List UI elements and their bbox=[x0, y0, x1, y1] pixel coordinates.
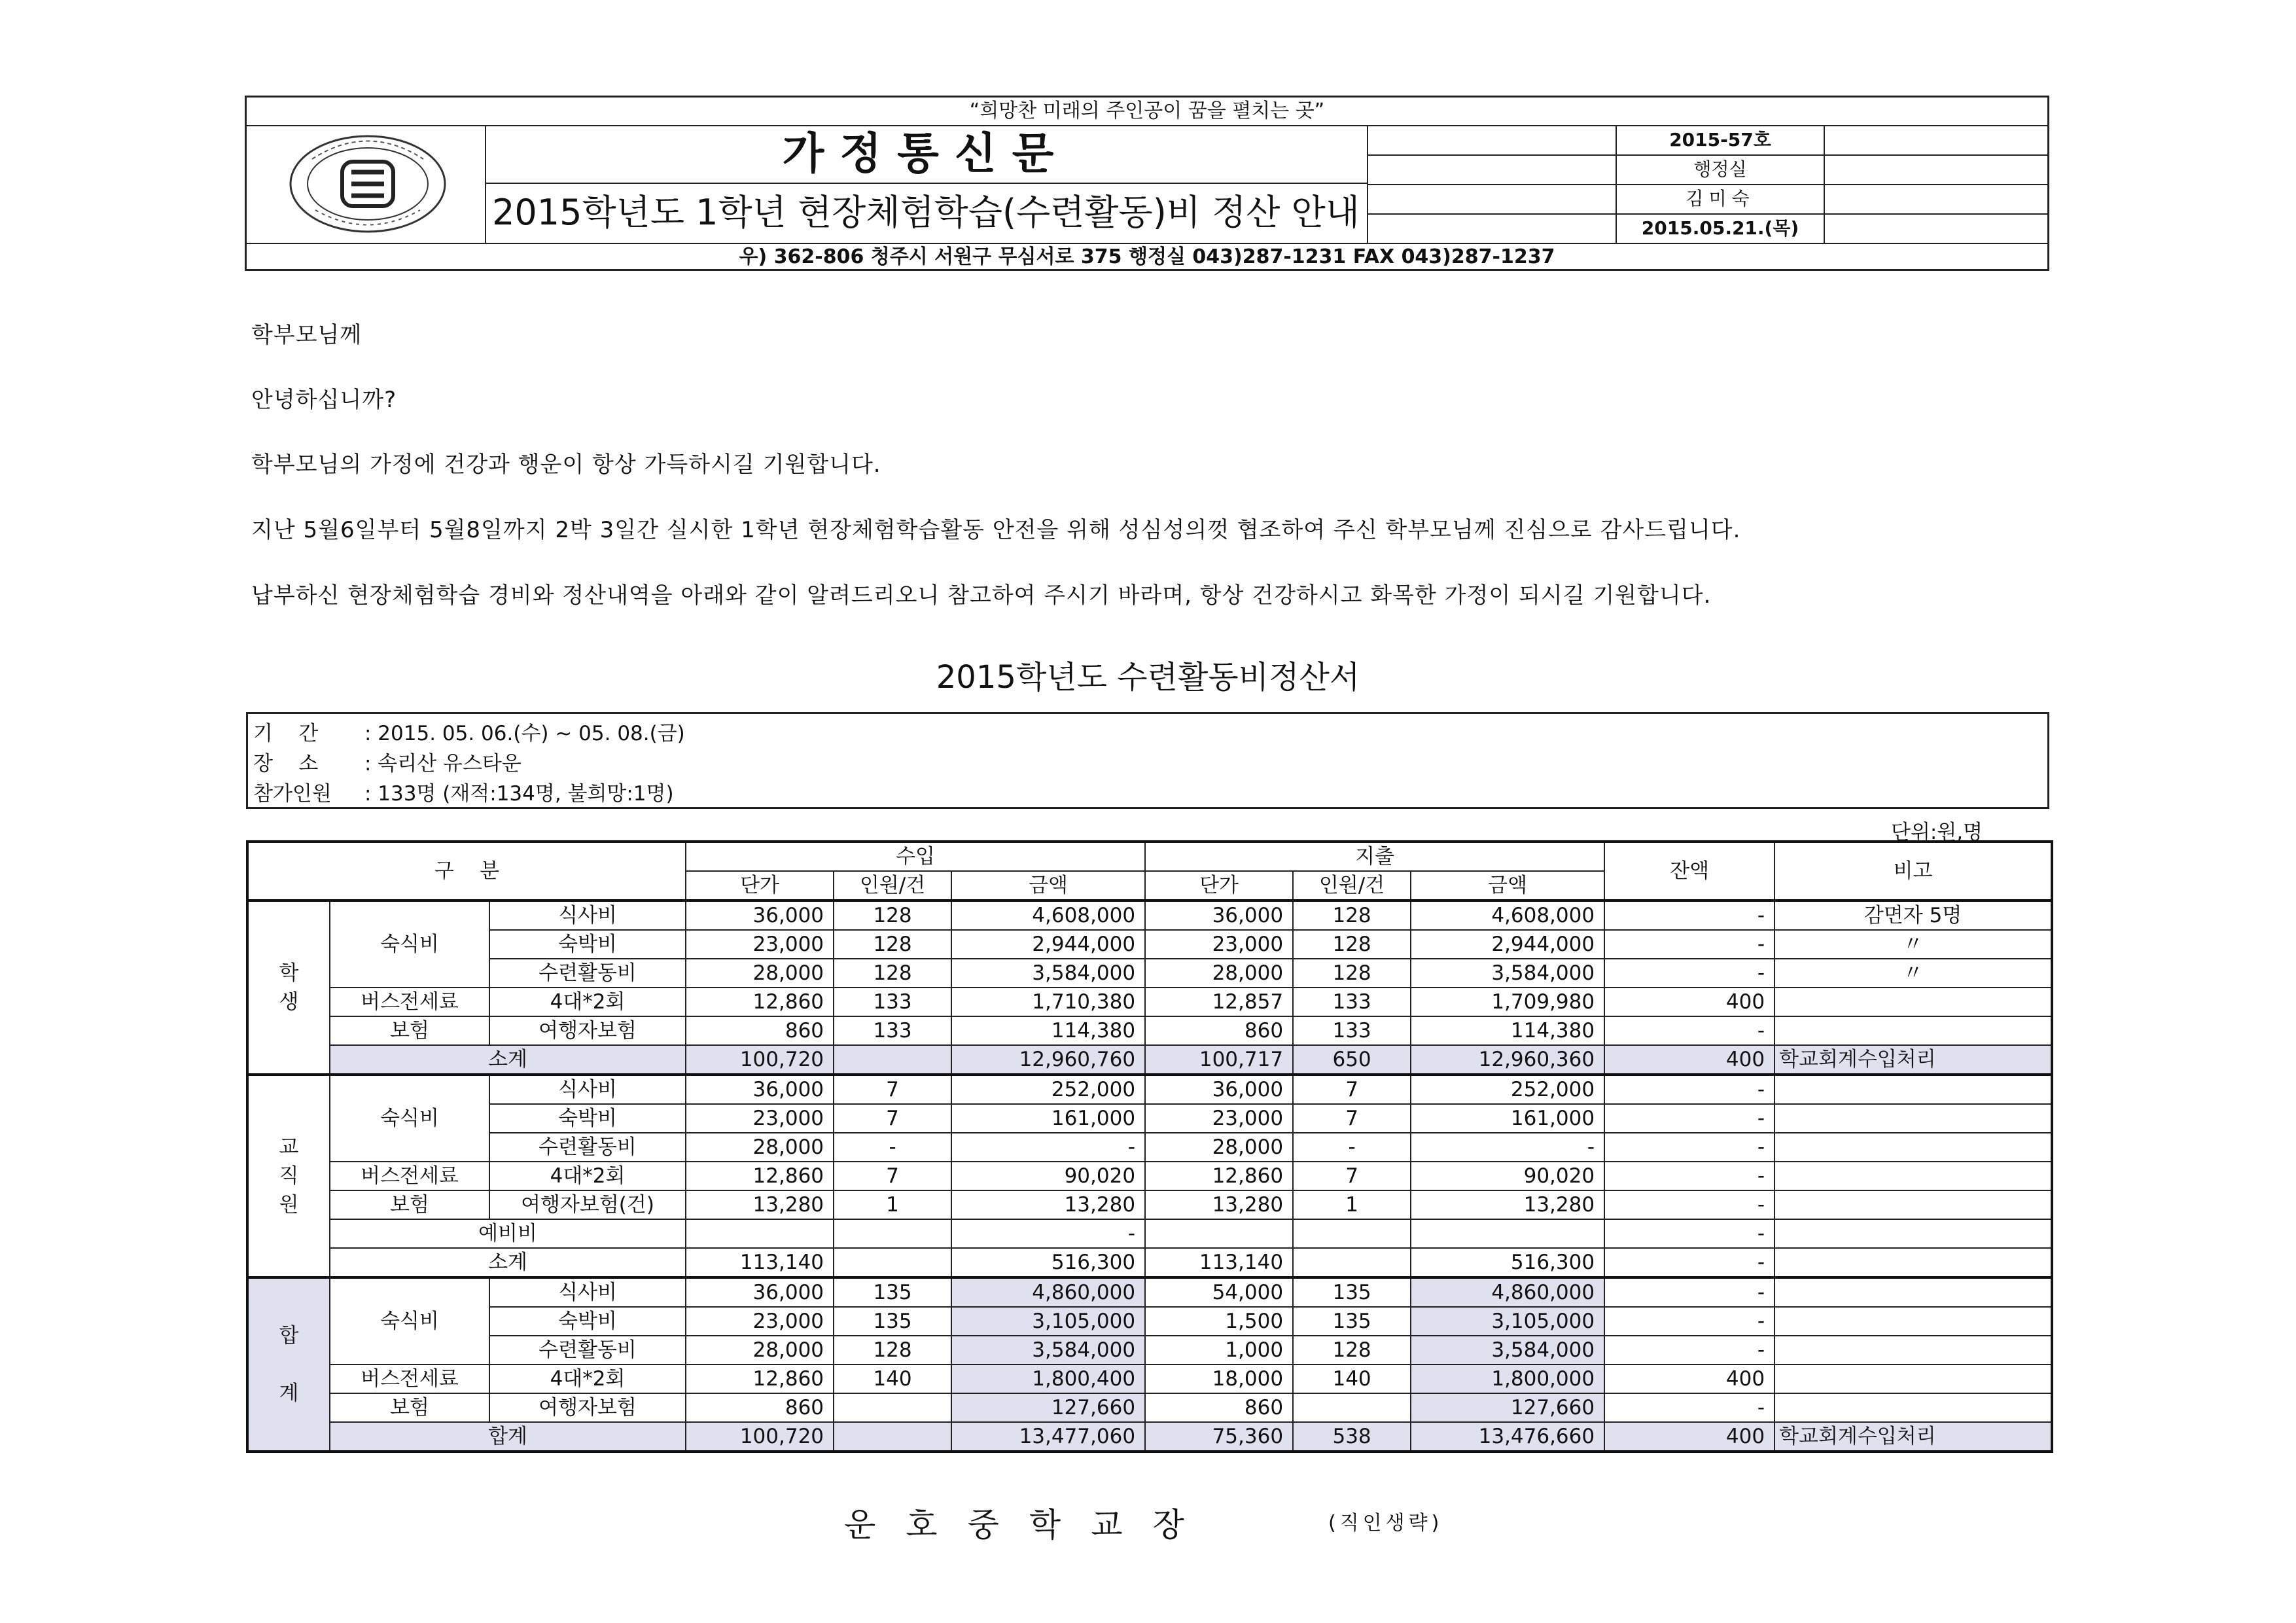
in-price-cell: 12,860 bbox=[686, 1364, 834, 1393]
author: 김미숙 bbox=[1686, 188, 1755, 209]
item-cell: 식사비 bbox=[489, 901, 686, 930]
out-amount-cell: 127,660 bbox=[1411, 1393, 1604, 1422]
out-price-cell: 113,140 bbox=[1145, 1248, 1293, 1277]
document-subtitle: 2015학년도 1학년 현장체험학습(수련활동)비 정산 안내 bbox=[492, 192, 1360, 233]
statement-title: 2015학년도 수련활동비정산서 bbox=[936, 659, 1360, 696]
in-amount-cell: 1,800,400 bbox=[951, 1364, 1145, 1393]
out-count-cell: 650 bbox=[1293, 1045, 1411, 1075]
item-cell: 숙박비 bbox=[489, 1307, 686, 1336]
participants-value: : 133명 (재적:134명, 불희망:1명) bbox=[364, 782, 674, 806]
participants-line bbox=[253, 777, 674, 806]
out-price-cell: 860 bbox=[1145, 1393, 1293, 1422]
out-count-cell: 140 bbox=[1293, 1364, 1411, 1393]
table-row bbox=[247, 1277, 2052, 1307]
item-cell: 수련활동비 bbox=[489, 1336, 686, 1364]
note-cell bbox=[1775, 1336, 2052, 1364]
item-cell: 식사비 bbox=[489, 1075, 686, 1104]
table-row bbox=[247, 1104, 2052, 1133]
group-label: 교 직 원 bbox=[247, 1075, 330, 1277]
item-cell: 4대*2회 bbox=[489, 1162, 686, 1190]
in-amount-cell: 13,477,060 bbox=[951, 1422, 1145, 1452]
place-label: 장 소 bbox=[253, 752, 319, 776]
issue-date: 2015.05.21.(목) bbox=[1641, 217, 1799, 239]
expense-amount-header: 금액 bbox=[1411, 871, 1604, 901]
in-amount-cell: - bbox=[951, 1133, 1145, 1162]
in-count-cell: 135 bbox=[834, 1307, 951, 1336]
out-amount-cell: 114,380 bbox=[1411, 1016, 1604, 1045]
out-amount-cell: 1,800,000 bbox=[1411, 1364, 1604, 1393]
balance-cell: - bbox=[1604, 1016, 1775, 1045]
category-cell: 예비비 bbox=[330, 1219, 686, 1248]
in-count-cell: 135 bbox=[834, 1277, 951, 1307]
category-cell: 숙식비 bbox=[330, 1075, 489, 1162]
out-count-cell: 128 bbox=[1293, 959, 1411, 988]
in-count-cell: 133 bbox=[834, 988, 951, 1016]
balance-cell: 400 bbox=[1604, 1364, 1775, 1393]
in-price-cell: 100,720 bbox=[686, 1422, 834, 1452]
out-amount-cell: - bbox=[1411, 1133, 1604, 1162]
item-cell: 4대*2회 bbox=[489, 1364, 686, 1393]
out-price-cell: 13,280 bbox=[1145, 1190, 1293, 1219]
place-value: : 속리산 유스타운 bbox=[364, 752, 521, 776]
out-count-cell: 133 bbox=[1293, 1016, 1411, 1045]
note-cell: 감면자 5명 bbox=[1775, 901, 2052, 930]
in-amount-cell: 13,280 bbox=[951, 1190, 1145, 1219]
note-cell bbox=[1775, 1016, 2052, 1045]
table-row bbox=[247, 901, 2052, 930]
note-cell bbox=[1775, 1075, 2052, 1104]
out-count-cell: 538 bbox=[1293, 1422, 1411, 1452]
note-cell bbox=[1775, 1364, 2052, 1393]
in-price-cell: 23,000 bbox=[686, 1104, 834, 1133]
category-cell: 숙식비 bbox=[330, 1277, 489, 1364]
table-row bbox=[247, 988, 2052, 1016]
in-count-cell: - bbox=[834, 1133, 951, 1162]
balance-cell: - bbox=[1604, 959, 1775, 988]
category-cell: 버스전세료 bbox=[330, 1162, 489, 1190]
category-cell: 숙식비 bbox=[330, 901, 489, 988]
out-count-cell: 7 bbox=[1293, 1162, 1411, 1190]
meta-inner-frame bbox=[1616, 125, 1825, 243]
out-amount-cell: 4,860,000 bbox=[1411, 1277, 1604, 1307]
in-price-cell: 12,860 bbox=[686, 988, 834, 1016]
item-cell: 4대*2회 bbox=[489, 988, 686, 1016]
out-count-cell: 128 bbox=[1293, 1336, 1411, 1364]
unit-note: 단위:원,명 bbox=[1891, 821, 1983, 844]
out-count-cell: 1 bbox=[1293, 1190, 1411, 1219]
activity-info-box bbox=[246, 712, 2049, 809]
out-price-cell: 28,000 bbox=[1145, 1133, 1293, 1162]
balance-cell: 400 bbox=[1604, 1045, 1775, 1075]
category-cell: 보험 bbox=[330, 1190, 489, 1219]
out-amount-cell: 4,608,000 bbox=[1411, 901, 1604, 930]
in-price-cell: 28,000 bbox=[686, 1336, 834, 1364]
note-cell: 학교회계수입처리 bbox=[1775, 1422, 2052, 1452]
out-price-cell: 12,857 bbox=[1145, 988, 1293, 1016]
table-header-row-1 bbox=[247, 842, 2052, 871]
table-row bbox=[247, 1364, 2052, 1393]
out-price-cell: 75,360 bbox=[1145, 1422, 1293, 1452]
in-count-cell bbox=[834, 1422, 951, 1452]
out-count-cell bbox=[1293, 1219, 1411, 1248]
document-meta bbox=[1367, 125, 2047, 243]
item-cell: 숙박비 bbox=[489, 1104, 686, 1133]
note-cell: 〃 bbox=[1775, 959, 2052, 988]
category-cell: 버스전세료 bbox=[330, 1364, 489, 1393]
in-amount-cell: 127,660 bbox=[951, 1393, 1145, 1422]
document-title: 가정통신문 bbox=[485, 125, 1367, 184]
balance-cell: - bbox=[1604, 1133, 1775, 1162]
seal-omitted-note: (직인생략) bbox=[1328, 1512, 1443, 1535]
title-cell bbox=[485, 125, 1368, 243]
in-count-cell: 1 bbox=[834, 1190, 951, 1219]
note-cell bbox=[1775, 1133, 2052, 1162]
in-amount-cell: 4,608,000 bbox=[951, 901, 1145, 930]
out-amount-cell: 3,584,000 bbox=[1411, 1336, 1604, 1364]
staff-section bbox=[247, 1075, 2052, 1277]
period-label: 기 간 bbox=[253, 722, 319, 745]
letter-line-2: 학부모님의 가정에 건강과 행운이 항상 가득하시길 기원합니다. bbox=[251, 452, 881, 478]
school-address: 우) 362-806 청주시 서원구 무심서로 375 행정실 043)287-1231 FAX 043)287-1237 bbox=[247, 243, 2047, 270]
in-price-cell: 860 bbox=[686, 1016, 834, 1045]
out-price-cell: 860 bbox=[1145, 1016, 1293, 1045]
school-emblem-icon bbox=[286, 133, 450, 235]
out-amount-cell: 516,300 bbox=[1411, 1248, 1604, 1277]
in-price-cell: 113,140 bbox=[686, 1248, 834, 1277]
balance-cell: - bbox=[1604, 930, 1775, 959]
principal-signature: 운호중학교장 bbox=[844, 1506, 1214, 1544]
out-price-cell: 23,000 bbox=[1145, 1104, 1293, 1133]
letter-line-4: 납부하신 현장체험학습 경비와 정산내역을 아래와 같이 알려드리오니 참고하여 주시기 바라며, 항상 건강하시고 화목한 가정이 되시길 기원합니다. bbox=[251, 582, 1712, 609]
in-price-cell: 13,280 bbox=[686, 1190, 834, 1219]
table-row bbox=[247, 1219, 2052, 1248]
table-row bbox=[247, 959, 2052, 988]
greeting: 학부모님께 bbox=[251, 322, 362, 348]
out-price-cell: 12,860 bbox=[1145, 1162, 1293, 1190]
balance-cell: 400 bbox=[1604, 988, 1775, 1016]
out-price-cell: 36,000 bbox=[1145, 1075, 1293, 1104]
in-amount-cell: 1,710,380 bbox=[951, 988, 1145, 1016]
out-amount-cell bbox=[1411, 1219, 1604, 1248]
category-cell: 보험 bbox=[330, 1016, 489, 1045]
in-amount-cell: - bbox=[951, 1219, 1145, 1248]
group-label: 학 생 bbox=[247, 901, 330, 1075]
table-row bbox=[247, 1075, 2052, 1104]
note-cell bbox=[1775, 1104, 2052, 1133]
in-price-cell: 36,000 bbox=[686, 901, 834, 930]
in-amount-cell: 3,105,000 bbox=[951, 1307, 1145, 1336]
note-cell bbox=[1775, 1393, 2052, 1422]
category-cell: 버스전세료 bbox=[330, 988, 489, 1016]
letter-line-1: 안녕하십니까? bbox=[251, 387, 397, 413]
period-value: : 2015. 05. 06.(수) ~ 05. 08.(금) bbox=[364, 722, 685, 745]
in-amount-cell: 516,300 bbox=[951, 1248, 1145, 1277]
in-price-cell: 100,720 bbox=[686, 1045, 834, 1075]
in-count-cell bbox=[834, 1045, 951, 1075]
balance-cell: - bbox=[1604, 1307, 1775, 1336]
letter-line-3: 지난 5월6일부터 5월8일까지 2박 3일간 실시한 1학년 현장체험학습활동 안전을 위해 성심성의껏 협조하여 주신 학부모님께 진심으로 감사드립니다. bbox=[251, 517, 1741, 543]
out-count-cell: 135 bbox=[1293, 1277, 1411, 1307]
out-amount-cell: 13,280 bbox=[1411, 1190, 1604, 1219]
school-motto: “희망찬 미래의 주인공이 꿈을 펼치는 곳” bbox=[247, 98, 2047, 126]
in-amount-cell: 252,000 bbox=[951, 1075, 1145, 1104]
expense-header: 지출 bbox=[1145, 842, 1604, 871]
out-count-cell: 128 bbox=[1293, 901, 1411, 930]
out-amount-cell: 3,105,000 bbox=[1411, 1307, 1604, 1336]
balance-cell: - bbox=[1604, 1075, 1775, 1104]
subtotal-row bbox=[247, 1045, 2052, 1075]
balance-cell: - bbox=[1604, 1219, 1775, 1248]
expense-unit-price-header: 단가 bbox=[1145, 871, 1293, 901]
note-cell bbox=[1775, 1219, 2052, 1248]
school-logo-cell bbox=[247, 125, 486, 243]
in-count-cell: 128 bbox=[834, 1336, 951, 1364]
note-cell bbox=[1775, 1162, 2052, 1190]
out-amount-cell: 252,000 bbox=[1411, 1075, 1604, 1104]
table-row bbox=[247, 1393, 2052, 1422]
item-cell: 숙박비 bbox=[489, 930, 686, 959]
income-unit-price-header: 단가 bbox=[686, 871, 834, 901]
item-cell: 수련활동비 bbox=[489, 959, 686, 988]
subtotal-label: 합계 bbox=[330, 1422, 686, 1452]
out-amount-cell: 161,000 bbox=[1411, 1104, 1604, 1133]
in-count-cell: 133 bbox=[834, 1016, 951, 1045]
out-price-cell: 1,500 bbox=[1145, 1307, 1293, 1336]
note-header: 비고 bbox=[1775, 842, 2052, 901]
category-cell: 보험 bbox=[330, 1393, 489, 1422]
note-cell: 〃 bbox=[1775, 930, 2052, 959]
out-count-cell: 7 bbox=[1293, 1104, 1411, 1133]
group-label: 합 계 bbox=[247, 1277, 330, 1452]
table-row bbox=[247, 1133, 2052, 1162]
category-header: 구 분 bbox=[247, 842, 686, 901]
income-amount-header: 금액 bbox=[951, 871, 1145, 901]
table-row bbox=[247, 930, 2052, 959]
expense-count-header: 인원/건 bbox=[1293, 871, 1411, 901]
in-amount-cell: 90,020 bbox=[951, 1162, 1145, 1190]
in-amount-cell: 3,584,000 bbox=[951, 1336, 1145, 1364]
in-count-cell bbox=[834, 1248, 951, 1277]
income-count-header: 인원/건 bbox=[834, 871, 951, 901]
out-price-cell: 54,000 bbox=[1145, 1277, 1293, 1307]
total-section bbox=[247, 1277, 2052, 1452]
out-amount-cell: 90,020 bbox=[1411, 1162, 1604, 1190]
in-price-cell: 28,000 bbox=[686, 959, 834, 988]
item-cell: 여행자보험 bbox=[489, 1016, 686, 1045]
out-count-cell bbox=[1293, 1248, 1411, 1277]
out-price-cell: 100,717 bbox=[1145, 1045, 1293, 1075]
in-amount-cell: 161,000 bbox=[951, 1104, 1145, 1133]
out-count-cell: 7 bbox=[1293, 1075, 1411, 1104]
subtotal-label: 소계 bbox=[330, 1248, 686, 1277]
in-price-cell: 36,000 bbox=[686, 1075, 834, 1104]
balance-cell: - bbox=[1604, 1336, 1775, 1364]
balance-cell: 400 bbox=[1604, 1422, 1775, 1452]
newsletter-header bbox=[245, 96, 2049, 271]
doc-number: 2015-57호 bbox=[1669, 129, 1771, 151]
in-price-cell: 12,860 bbox=[686, 1162, 834, 1190]
in-price-cell: 860 bbox=[686, 1393, 834, 1422]
balance-cell: - bbox=[1604, 1277, 1775, 1307]
balance-cell: - bbox=[1604, 901, 1775, 930]
in-count-cell bbox=[834, 1393, 951, 1422]
in-count-cell: 7 bbox=[834, 1075, 951, 1104]
settlement-table bbox=[246, 840, 2053, 1453]
in-count-cell: 128 bbox=[834, 959, 951, 988]
item-cell: 수련활동비 bbox=[489, 1133, 686, 1162]
in-count-cell: 7 bbox=[834, 1104, 951, 1133]
balance-cell: - bbox=[1604, 1248, 1775, 1277]
subtotal-row bbox=[247, 1248, 2052, 1277]
students-section bbox=[247, 901, 2052, 1075]
in-amount-cell: 12,960,760 bbox=[951, 1045, 1145, 1075]
balance-cell: - bbox=[1604, 1162, 1775, 1190]
note-cell bbox=[1775, 988, 2052, 1016]
out-amount-cell: 2,944,000 bbox=[1411, 930, 1604, 959]
balance-header: 잔액 bbox=[1604, 842, 1775, 901]
in-count-cell: 128 bbox=[834, 930, 951, 959]
item-cell: 여행자보험 bbox=[489, 1393, 686, 1422]
in-amount-cell: 2,944,000 bbox=[951, 930, 1145, 959]
out-amount-cell: 13,476,660 bbox=[1411, 1422, 1604, 1452]
note-cell bbox=[1775, 1307, 2052, 1336]
in-count-cell: 140 bbox=[834, 1364, 951, 1393]
out-amount-cell: 3,584,000 bbox=[1411, 959, 1604, 988]
subtotal-row bbox=[247, 1422, 2052, 1452]
out-price-cell: 18,000 bbox=[1145, 1364, 1293, 1393]
participants-label: 참가인원 bbox=[253, 782, 332, 806]
balance-cell: - bbox=[1604, 1104, 1775, 1133]
balance-cell: - bbox=[1604, 1190, 1775, 1219]
out-count-cell: 128 bbox=[1293, 930, 1411, 959]
out-amount-cell: 1,709,980 bbox=[1411, 988, 1604, 1016]
item-cell: 식사비 bbox=[489, 1277, 686, 1307]
in-amount-cell: 3,584,000 bbox=[951, 959, 1145, 988]
note-cell: 학교회계수입처리 bbox=[1775, 1045, 2052, 1075]
note-cell bbox=[1775, 1190, 2052, 1219]
place-line bbox=[253, 747, 521, 776]
out-price-cell: 1,000 bbox=[1145, 1336, 1293, 1364]
table-row bbox=[247, 1016, 2052, 1045]
in-price-cell bbox=[686, 1219, 834, 1248]
in-price-cell: 28,000 bbox=[686, 1133, 834, 1162]
subtotal-label: 소계 bbox=[330, 1045, 686, 1075]
in-amount-cell: 114,380 bbox=[951, 1016, 1145, 1045]
in-price-cell: 23,000 bbox=[686, 1307, 834, 1336]
in-count-cell: 7 bbox=[834, 1162, 951, 1190]
in-count-cell bbox=[834, 1219, 951, 1248]
in-price-cell: 36,000 bbox=[686, 1277, 834, 1307]
table-row bbox=[247, 1336, 2052, 1364]
department: 행정실 bbox=[1693, 158, 1747, 180]
balance-cell: - bbox=[1604, 1393, 1775, 1422]
table-row bbox=[247, 1190, 2052, 1219]
note-cell bbox=[1775, 1277, 2052, 1307]
item-cell: 여행자보험(건) bbox=[489, 1190, 686, 1219]
out-amount-cell: 12,960,360 bbox=[1411, 1045, 1604, 1075]
out-price-cell: 23,000 bbox=[1145, 930, 1293, 959]
in-price-cell: 23,000 bbox=[686, 930, 834, 959]
note-cell bbox=[1775, 1248, 2052, 1277]
out-count-cell bbox=[1293, 1393, 1411, 1422]
out-count-cell: 133 bbox=[1293, 988, 1411, 1016]
table-row bbox=[247, 1162, 2052, 1190]
out-count-cell: 135 bbox=[1293, 1307, 1411, 1336]
income-header: 수입 bbox=[686, 842, 1145, 871]
in-amount-cell: 4,860,000 bbox=[951, 1277, 1145, 1307]
period-line bbox=[253, 717, 685, 746]
out-price-cell: 28,000 bbox=[1145, 959, 1293, 988]
out-price-cell bbox=[1145, 1219, 1293, 1248]
out-count-cell: - bbox=[1293, 1133, 1411, 1162]
out-price-cell: 36,000 bbox=[1145, 901, 1293, 930]
table-row bbox=[247, 1307, 2052, 1336]
in-count-cell: 128 bbox=[834, 901, 951, 930]
